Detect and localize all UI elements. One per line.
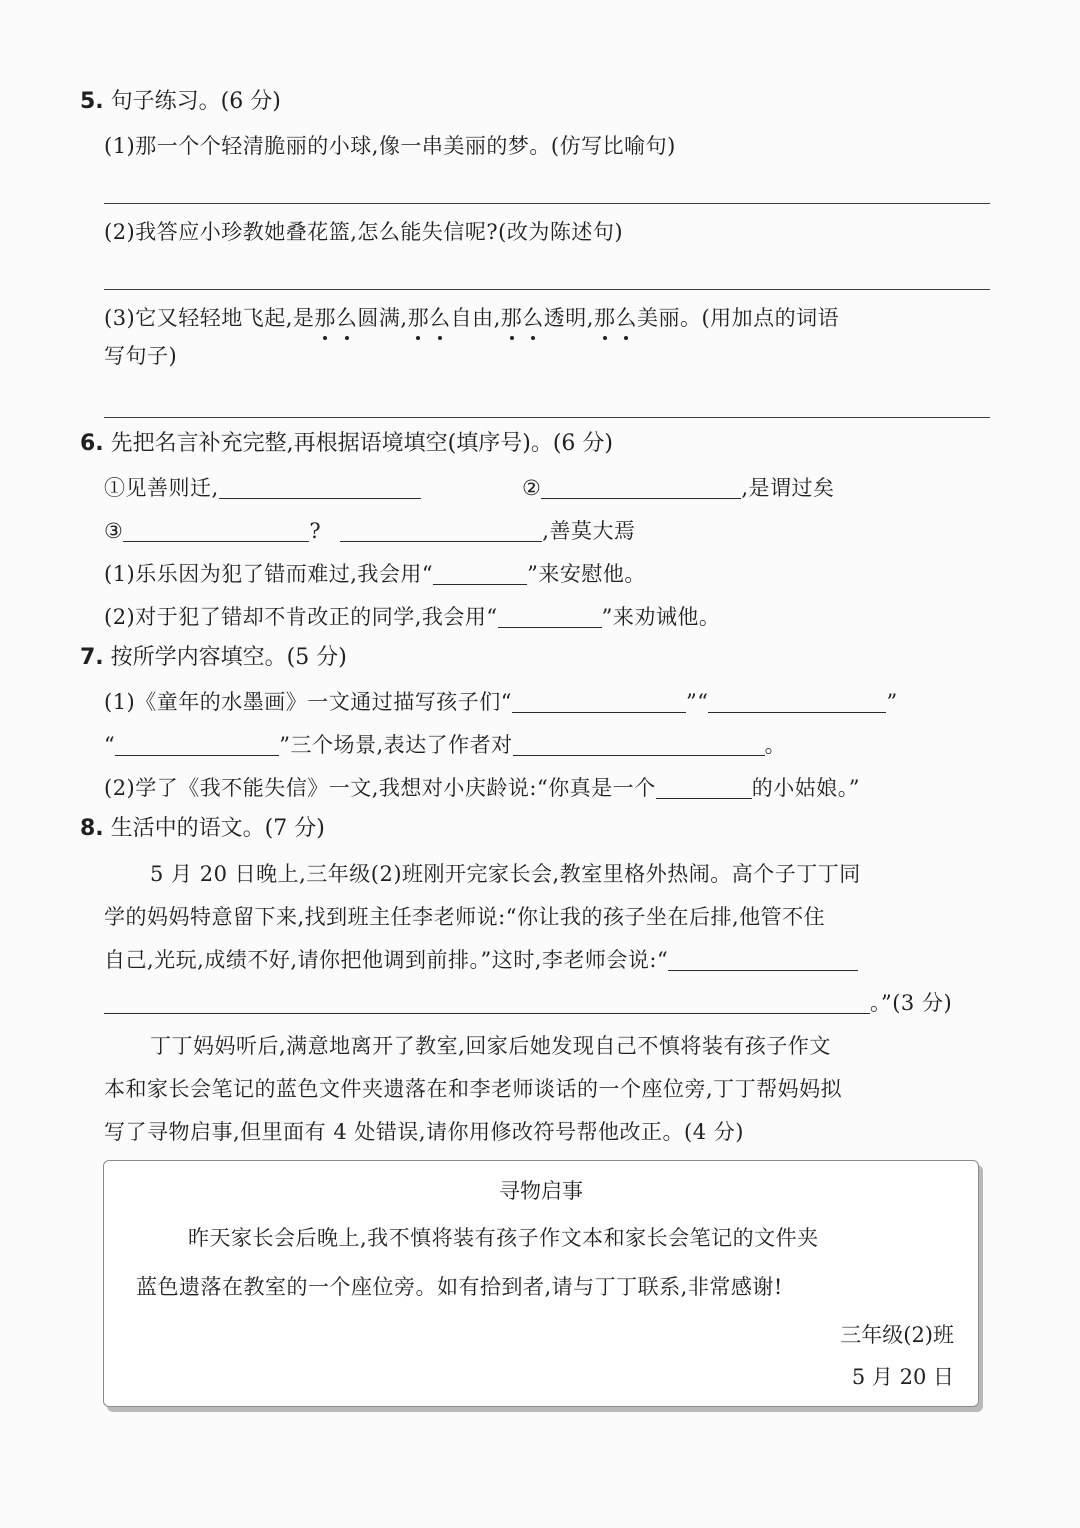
question-text: 生活中的语文。(7 分) [110,816,325,841]
q5-sentence-3 [104,302,839,334]
proverb-2-marker: ② [522,476,542,500]
blank-field[interactable] [123,519,309,542]
blank-field[interactable] [219,476,421,499]
question-text: 按所学内容填空。(5 分) [110,645,347,670]
question-number: 8. [80,816,104,841]
text-segment: (2)对于犯了错却不肯改正的同学,我会用“ [104,605,498,629]
text-segment: 自由, [450,306,501,330]
q5-sentence-2: (2)我答应小珍教她叠花篮,怎么能失信呢?(改为陈述句) [104,220,624,244]
text-segment: ”“ [685,690,709,714]
q8-paragraph-1-line-3 [104,944,858,976]
proverb-3-question: ? [309,519,322,543]
q5-answer-line-3[interactable] [104,417,990,418]
q7-line-1 [104,686,898,718]
proverb-3-marker: ③ [104,519,124,543]
question-6-title [80,428,613,460]
q8-paragraph-2-line-3: 写了寻物启事,但里面有 4 处错误,请你用修改符号帮他改正。(4 分) [104,1120,744,1144]
text-segment: 的小姑娘。” [751,776,860,800]
q5-sentence-1: (1)那一个个轻清脆丽的小球,像一串美丽的梦。(仿写比喻句) [104,134,676,158]
text-segment: 美丽。(用加点的词语 [636,306,840,330]
text-segment: ”来安慰他。 [527,562,646,586]
proverb-2-end: ,是谓过矣 [741,476,835,500]
emphasis-dot-char: 么 [615,302,637,334]
text-segment: 。”(3 分) [870,991,953,1015]
text-segment: (1)《童年的水墨画》一文通过描写孩子们“ [104,690,512,714]
q5-answer-line-2[interactable] [104,289,990,290]
q6-proverb-3 [104,515,635,547]
q8-paragraph-2-line-2: 本和家长会笔记的蓝色文件夹遗落在和李老师谈话的一个座位旁,丁丁帮妈妈拟 [104,1077,843,1101]
text-segment: 自己,光玩,成绩不好,请你把他调到前排。”这时,李老师会说:“ [104,948,669,972]
text-segment: 。 [764,733,787,757]
blank-field[interactable] [513,733,765,756]
q5-answer-line-1[interactable] [104,203,990,204]
question-8-title [80,813,325,845]
emphasis-dot-char: 那 [314,302,336,334]
text-segment: “ [104,733,116,757]
blank-field[interactable] [498,605,602,628]
q5-sentence-3-line-2: 写句子) [104,344,178,368]
question-text: 句子练习。(6 分) [110,89,281,114]
proverb-3-end: ,善莫大焉 [542,519,636,543]
question-text: 先把名言补充完整,再根据语境填空(填序号)。(6 分) [110,431,613,456]
notice-body-line-2: 蓝色遗落在教室的一个座位旁。如有拾到者,请与丁丁联系,非常感谢! [136,1275,783,1299]
emphasis-dot-char: 么 [429,302,451,334]
text-segment: (3)它又轻轻地飞起,是 [104,306,315,330]
blank-field[interactable] [104,991,870,1014]
blank-field[interactable] [115,733,279,756]
text-segment: 透明, [543,306,594,330]
emphasis-dot-char: 么 [522,302,544,334]
notice-title: 寻物启事 [499,1179,583,1203]
proverb-1: ①见善则迁, [104,476,219,500]
blank-field[interactable] [668,948,858,971]
notice-body-line-1: 昨天家长会后晚上,我不慎将装有孩子作文本和家长会笔记的文件夹 [188,1226,819,1250]
blank-field[interactable] [656,776,752,799]
emphasis-dot-char: 那 [501,302,523,334]
q8-paragraph-1-line-2: 学的妈妈特意留下来,找到班主任李老师说:“你让我的孩子坐在后排,他管不住 [104,905,826,929]
text-segment: (2)学了《我不能失信》一文,我想对小庆龄说:“你真是一个 [104,776,656,800]
text-segment: ”三个场景,表达了作者对 [279,733,513,757]
blank-field[interactable] [541,476,741,499]
q8-paragraph-1-line-4 [104,987,952,1019]
q8-paragraph-1-line-1: 5 月 20 日晚上,三年级(2)班刚开完家长会,教室里格外热闹。高个子丁丁同 [150,862,861,886]
blank-field[interactable] [340,519,542,542]
text-segment: ” [886,690,898,714]
q6-proverb-2 [522,472,835,504]
question-7-title [80,642,347,674]
question-number: 6. [80,431,104,456]
blank-field[interactable] [708,690,886,713]
q6-context-1 [104,558,646,590]
emphasis-dot-char: 那 [408,302,430,334]
blank-field[interactable] [512,690,686,713]
q6-context-2 [104,601,720,633]
emphasis-dot-char: 那 [594,302,616,334]
question-number: 5. [80,89,104,114]
text-segment: 圆满, [357,306,408,330]
q7-line-3 [104,772,860,804]
lost-item-notice-box [103,1160,979,1407]
question-5-title [80,86,281,118]
q8-paragraph-2-line-1: 丁丁妈妈听后,满意地离开了教室,回家后她发现自己不慎将装有孩子作文 [150,1034,831,1058]
blank-field[interactable] [433,562,527,585]
q6-proverb-line-1 [104,472,421,504]
text-segment: ”来劝诫他。 [601,605,721,629]
notice-signature: 三年级(2)班 [840,1323,954,1347]
emphasis-dot-char: 么 [336,302,358,334]
question-number: 7. [80,645,104,670]
text-segment: (1)乐乐因为犯了错而难过,我会用“ [104,562,434,586]
notice-date: 5 月 20 日 [851,1365,954,1389]
q7-line-2 [104,729,786,761]
